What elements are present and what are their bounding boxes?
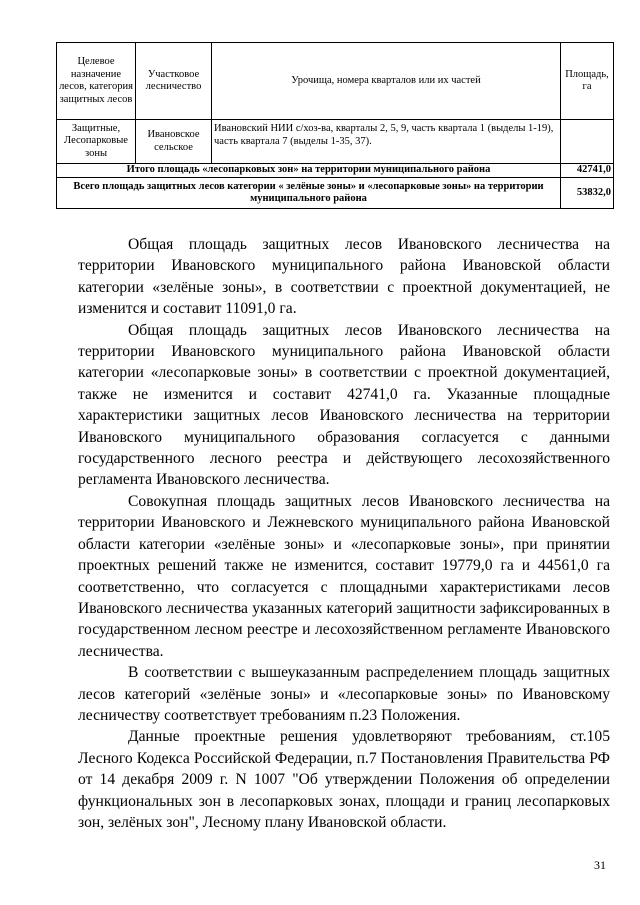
cell-category: Защитные, Лесопарковые зоны xyxy=(57,120,136,164)
total-all-value: 53832,0 xyxy=(561,178,614,209)
table-header-row xyxy=(57,43,614,120)
total-parks-label: Итого площадь «лесопарковых зон» на территории муниципального района xyxy=(57,164,561,178)
header-area: Площадь, га xyxy=(561,43,614,120)
header-forestry: Участковое лесничество xyxy=(136,43,212,120)
forest-area-table xyxy=(56,42,614,209)
paragraph: В соответствии с вышеуказанным распределением площадь защитных лесов категорий «зелёные зоны» и «лесопарковые зоны» по Ивановскому лесничеству соответствует требованиям п.23 Положения. xyxy=(78,664,610,724)
total-all-row xyxy=(57,178,614,209)
header-locations: Урочища, номера кварталов или их частей xyxy=(212,43,561,120)
total-all-label: Всего площадь защитных лесов категории « зелёные зоны» и «лесопарковые зоны» на территории муниципального района xyxy=(57,178,561,209)
total-parks-value: 42741,0 xyxy=(561,164,614,178)
paragraph: Данные проектные решения удовлетворяют требованиям, ст.105 Лесного Кодекса Российской Федерации, п.7 Постановления Правительства РФ от 14 декабря 2009 г. N 1007 "Об утверждении Положения об определении функциональных зон в лесопарковых зонах, площади и границ лесопарковых зон, зелёных зон", Лесному плану Ивановской области. xyxy=(78,728,610,831)
cell-forestry: Ивановское сельское xyxy=(136,120,212,164)
total-parks-row xyxy=(57,164,614,178)
header-category: Целевое назначение лесов, категория защитных лесов xyxy=(57,43,136,120)
page-number: 31 xyxy=(594,858,606,872)
cell-area xyxy=(561,120,614,164)
table-row xyxy=(57,120,614,164)
paragraph: Общая площадь защитных лесов Ивановского лесничества на территории Ивановского муниципального района Ивановской области категории «зелёные зоны», в соответствии с проектной документацией, не изменится и составит 11091,0 га. xyxy=(78,236,610,318)
cell-locations: Ивановский НИИ с/хоз-ва, кварталы 2, 5, 9, часть квартала 1 (выделы 1-19), часть квартала 7 (выделы 1-35, 37). xyxy=(212,120,561,164)
paragraph: Общая площадь защитных лесов Ивановского лесничества на территории Ивановского муниципального района Ивановской области категории «лесопарковые зоны» в соответствии с проектной документацией, также не изменится и составит 42741,0 га. Указанные площадные характеристики защитных лесов Ивановского лесничества на территории Ивановского муниципального образования согласуется с данными государственного лесного реестра и действующего лесохозяйственного регламента Ивановского лесничества. xyxy=(78,321,610,489)
paragraph: Совокупная площадь защитных лесов Ивановского лесничества на территории Ивановского и Лежневского муниципального района Ивановской области категории «зелёные зоны» и «лесопарковые зоны», при принятии проектных решений также не изменится, составит 19779,0 га и 44561,0 га соответственно, что согласуется с площадными характеристиками лесов Ивановского лесничества указанных категорий защитности зафиксированных в государственном лесном реестре и лесохозяйственном регламенте Ивановского лесничества. xyxy=(78,492,610,660)
body-text xyxy=(78,234,610,833)
